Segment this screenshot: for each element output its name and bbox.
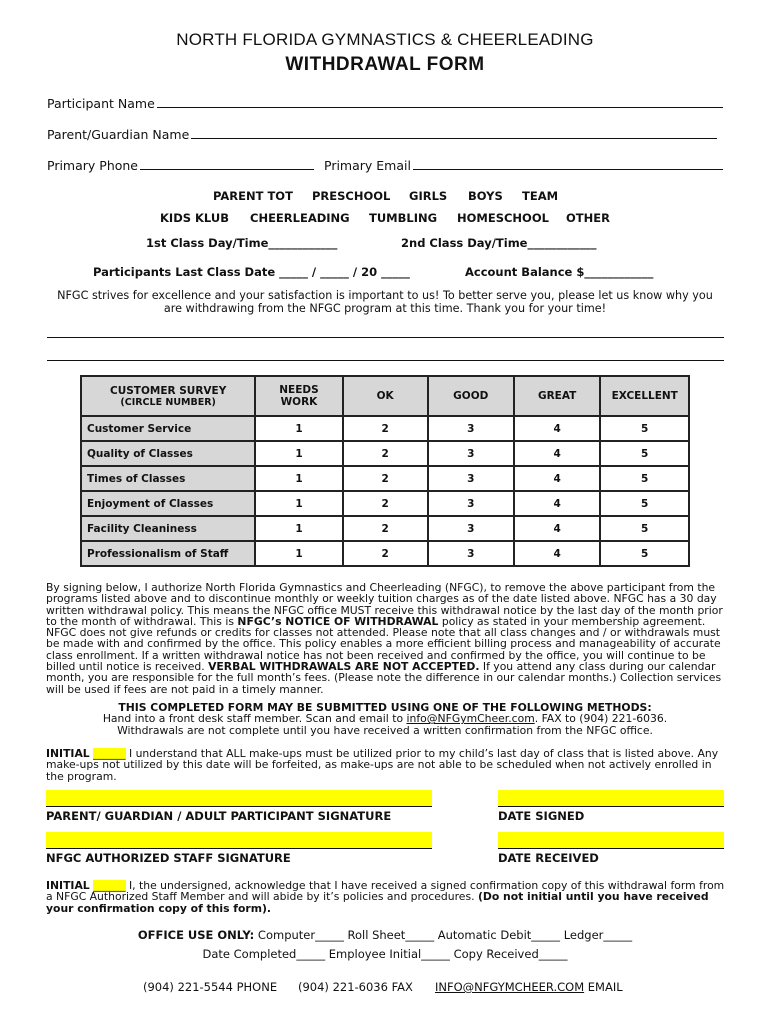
- survey-row-label: Enjoyment of Classes: [81, 491, 255, 516]
- customer-survey-table: [80, 375, 690, 567]
- rating-option[interactable]: 4: [514, 541, 601, 566]
- reason-line-1[interactable]: [47, 337, 724, 338]
- rating-option[interactable]: 1: [255, 466, 342, 491]
- survey-row: [81, 466, 689, 491]
- survey-row: [81, 541, 689, 566]
- initial-label: INITIAL: [46, 879, 90, 892]
- program-cheerleading[interactable]: CHEERLEADING: [250, 211, 350, 225]
- rating-option[interactable]: 1: [255, 441, 342, 466]
- rating-option[interactable]: 2: [343, 541, 428, 566]
- rating-option[interactable]: 3: [428, 466, 514, 491]
- guardian-signature-label: PARENT/ GUARDIAN / ADULT PARTICIPANT SIGNATURE: [46, 809, 392, 823]
- date-received-label: DATE RECEIVED: [498, 851, 599, 865]
- survey-row-label: Quality of Classes: [81, 441, 255, 466]
- intro-line-2: are withdrawing from the NFGC program at this time. Thank you for your time!: [163, 302, 607, 315]
- primary-email-field[interactable]: [324, 158, 723, 173]
- office-use-line-2: Date Completed_____ Employee Initial_____ Copy Received_____: [202, 947, 568, 961]
- rating-option[interactable]: 2: [343, 516, 428, 541]
- survey-header-row: [81, 376, 689, 416]
- program-girls[interactable]: GIRLS: [409, 189, 448, 203]
- rating-option[interactable]: 4: [514, 491, 601, 516]
- rating-option[interactable]: 2: [343, 441, 428, 466]
- primary-phone-input[interactable]: [140, 159, 314, 170]
- survey-row-label: Facility Cleaniness: [81, 516, 255, 541]
- program-preschool[interactable]: PRESCHOOL: [312, 189, 391, 203]
- initial-field-2[interactable]: ______: [93, 879, 126, 892]
- second-class-day-field[interactable]: 2nd Class Day/Time____________: [401, 236, 597, 250]
- rating-option[interactable]: 3: [428, 541, 514, 566]
- makeup-acknowledgement: INITIAL ______ I understand that ALL make-ups must be utilized prior to my child’s last day of class that is listed above. Any make-ups not utilized by this date will be forfeited, as make-ups are not able to be scheduled when not actively enrolled in the program.: [46, 747, 719, 783]
- last-class-date-field[interactable]: Participants Last Class Date _____ / _____ / 20 _____: [93, 265, 410, 279]
- guardian-name-label: Parent/Guardian Name: [47, 127, 190, 142]
- submission-heading: THIS COMPLETED FORM MAY BE SUBMITTED USING ONE OF THE FOLLOWING METHODS:: [118, 701, 652, 714]
- rating-option[interactable]: 3: [428, 441, 514, 466]
- office-email-link[interactable]: info@NFGymCheer.com: [406, 712, 535, 726]
- footer-email: [435, 980, 623, 994]
- guardian-name-input[interactable]: [191, 128, 717, 139]
- guardian-name-field[interactable]: [47, 127, 717, 142]
- program-kids-klub[interactable]: KIDS KLUB: [160, 211, 229, 225]
- rating-option[interactable]: 2: [343, 416, 428, 441]
- footer-email-label: EMAIL: [587, 980, 623, 994]
- organization-name: NORTH FLORIDA GYMNASTICS & CHEERLEADING: [176, 30, 594, 49]
- rating-option[interactable]: 3: [428, 516, 514, 541]
- column-excellent: EXCELLENT: [600, 376, 689, 416]
- rating-option[interactable]: 4: [514, 466, 601, 491]
- survey-row: [81, 491, 689, 516]
- submission-line-1: Hand into a front desk staff member. Scan and email to info@NFGymCheer.com. FAX to (904) 221-6036.: [102, 712, 668, 726]
- rating-option[interactable]: 2: [343, 491, 428, 516]
- survey-row: [81, 441, 689, 466]
- rating-option[interactable]: 5: [600, 416, 689, 441]
- participant-name-label: Participant Name: [47, 96, 155, 111]
- participant-name-field[interactable]: [47, 96, 723, 111]
- office-use-label: OFFICE USE ONLY:: [137, 928, 255, 942]
- initial-field-1[interactable]: ______: [93, 747, 126, 760]
- column-needs-work: NEEDS WORK: [255, 376, 342, 416]
- rating-option[interactable]: 1: [255, 491, 342, 516]
- submission-methods: [0, 702, 770, 736]
- primary-email-label: Primary Email: [324, 158, 411, 173]
- primary-email-input[interactable]: [413, 159, 723, 170]
- guardian-signature-line[interactable]: [46, 790, 432, 807]
- program-team[interactable]: TEAM: [522, 189, 559, 203]
- rating-option[interactable]: 3: [428, 416, 514, 441]
- column-ok: OK: [343, 376, 428, 416]
- survey-row-label: Customer Service: [81, 416, 255, 441]
- submission-line-2: Withdrawals are not complete until you have received a written confirmation from the NFGC office.: [117, 723, 653, 737]
- footer-email-link[interactable]: INFO@NFGYMCHEER.COM: [435, 980, 585, 994]
- rating-option[interactable]: 4: [514, 416, 601, 441]
- notice-of-withdrawal: NFGC’s NOTICE OF WITHDRAWAL: [237, 614, 439, 628]
- initial-label: INITIAL: [46, 747, 90, 760]
- survey-title: CUSTOMER SURVEY: [109, 384, 227, 397]
- primary-phone-field[interactable]: [47, 158, 314, 173]
- staff-signature-line[interactable]: [46, 832, 432, 849]
- program-homeschool[interactable]: HOMESCHOOL: [457, 211, 549, 225]
- rating-option[interactable]: 5: [600, 466, 689, 491]
- footer-fax: (904) 221-6036 FAX: [298, 980, 413, 994]
- verbal-withdrawals-notice: VERBAL WITHDRAWALS ARE NOT ACCEPTED.: [208, 660, 480, 674]
- confirmation-acknowledgement: INITIAL ______ I, the undersigned, acknowledge that I have received a signed confirmation copy of this withdrawal form from a NFGC Authorized Staff Member and will abide by it’s policies and procedures. (Do not initial until you have received your confirmation copy of this form).: [46, 879, 725, 915]
- reason-line-2[interactable]: [47, 360, 724, 361]
- rating-option[interactable]: 2: [343, 466, 428, 491]
- primary-phone-label: Primary Phone: [47, 158, 138, 173]
- survey-row: [81, 516, 689, 541]
- first-class-day-field[interactable]: 1st Class Day/Time____________: [146, 236, 338, 250]
- footer-phone: (904) 221-5544 PHONE: [143, 980, 278, 994]
- rating-option[interactable]: 5: [600, 516, 689, 541]
- intro-line-1: NFGC strives for excellence and your satisfaction is important to us! To better serve you, please let us know why you: [57, 289, 713, 302]
- survey-row-label: Professionalism of Staff: [81, 541, 255, 566]
- rating-option[interactable]: 1: [255, 541, 342, 566]
- participant-name-input[interactable]: [157, 97, 723, 108]
- office-use-line-1: OFFICE USE ONLY: Computer_____ Roll Sheet_____ Automatic Debit_____ Ledger_____: [137, 928, 633, 942]
- rating-option[interactable]: 4: [514, 516, 601, 541]
- column-great: GREAT: [514, 376, 601, 416]
- date-received-line[interactable]: [498, 832, 724, 849]
- program-boys[interactable]: BOYS: [468, 189, 503, 203]
- staff-signature-label: NFGC AUTHORIZED STAFF SIGNATURE: [46, 851, 291, 865]
- rating-option[interactable]: 1: [255, 416, 342, 441]
- survey-row-label: Times of Classes: [81, 466, 255, 491]
- form-title: WITHDRAWAL FORM: [285, 54, 485, 75]
- withdrawal-policy-text: By signing below, I authorize North Florida Gymnastics and Cheerleading (NFGC), to remove the above participant from the programs listed above and to discontinue monthly or weekly tuition charges as of the date listed above. NFGC has a 30 day written withdrawal policy. This means the NFGC office MUST receive this withdrawal notice by the last day of the month prior to the month of withdrawal. This is NFGC’s NOTICE OF WITHDRAWAL policy as stated in your membership agreement. NFGC does not give refunds or credits for classes not attended. Please note that all class changes and / or withdrawals must be made with and confirmed by the office. This policy enables a more efficient billing process and manageability of accurate class enrollment. If a written withdrawal notice has not been received and confirmed by the office, you will continue to be billed until notice is received. VERBAL WITHDRAWALS ARE NOT ACCEPTED. If you attend any class during our calendar month, you are responsible for the full month’s fees. (Please note the difference in our calendar months.) Collection services will be used if fees are not paid in a timely manner.: [46, 581, 723, 696]
- account-balance-field[interactable]: Account Balance $____________: [465, 265, 654, 279]
- intro-text: [0, 289, 770, 315]
- rating-option[interactable]: 5: [600, 491, 689, 516]
- rating-option[interactable]: 1: [255, 516, 342, 541]
- rating-option[interactable]: 4: [514, 441, 601, 466]
- column-good: GOOD: [428, 376, 514, 416]
- rating-option[interactable]: 5: [600, 541, 689, 566]
- program-other[interactable]: OTHER: [566, 211, 610, 225]
- program-tumbling[interactable]: TUMBLING: [369, 211, 438, 225]
- survey-subtitle: (CIRCLE NUMBER): [120, 396, 216, 408]
- survey-header-cell: [81, 376, 255, 416]
- survey-row: [81, 416, 689, 441]
- rating-option[interactable]: 5: [600, 441, 689, 466]
- rating-option[interactable]: 3: [428, 491, 514, 516]
- date-signed-line[interactable]: [498, 790, 724, 807]
- program-parent-tot[interactable]: PARENT TOT: [213, 189, 293, 203]
- date-signed-label: DATE SIGNED: [498, 809, 585, 823]
